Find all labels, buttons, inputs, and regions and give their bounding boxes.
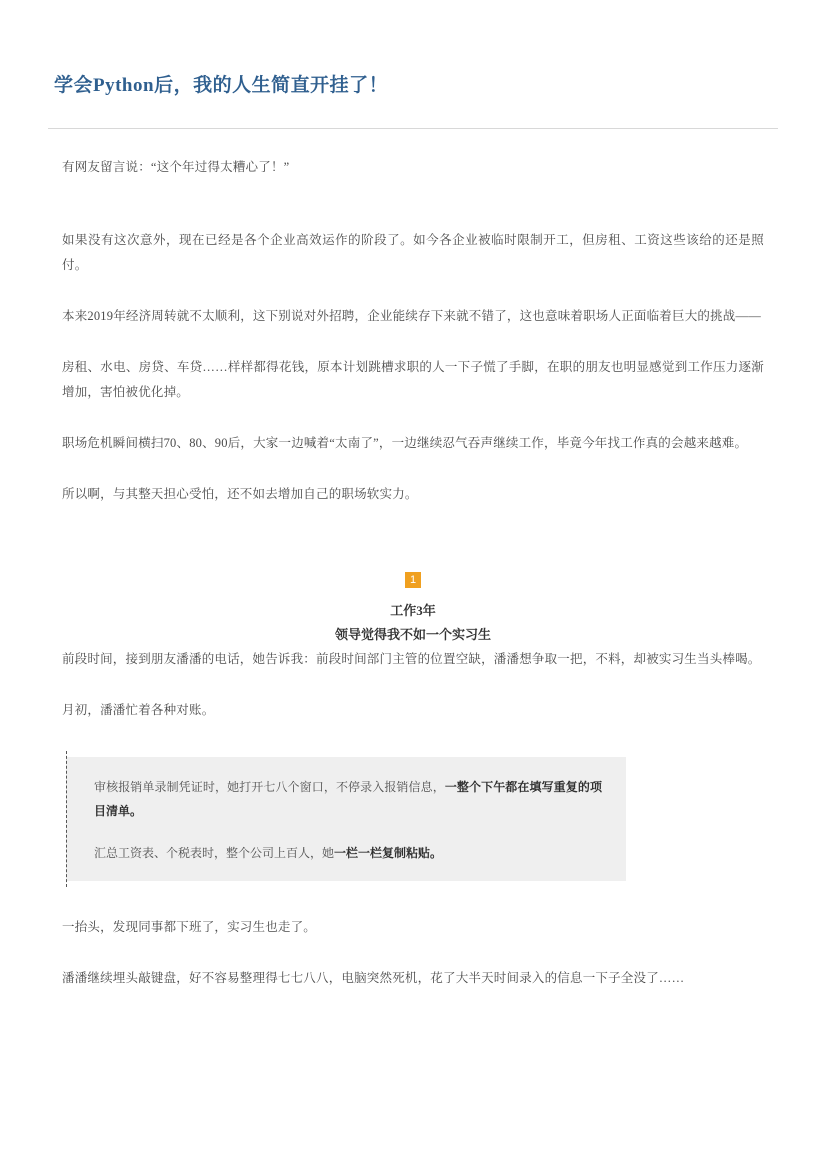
article-body <box>48 155 778 991</box>
paragraph-6: 所以啊，与其整天担心受怕，还不如去增加自己的职场软实力。 <box>62 487 418 502</box>
quote-block <box>66 757 626 881</box>
quote-line-1 <box>94 775 602 823</box>
paragraph-4: 房租、水电、房贷、车贷……样样都得花钱，原本计划跳槽求职的人一下子慌了手脚，在职的朋友也明显感觉到工作压力逐渐增加，害怕被优化掉。 <box>62 360 764 400</box>
tail-paragraph-2: 潘潘继续埋头敲键盘，好不容易整理得七七八八，电脑突然死机，花了大半天时间录入的信息一下子全没了…… <box>62 971 685 986</box>
section-badge-container <box>62 571 764 589</box>
section-paragraph-2: 月初，潘潘忙着各种对账。 <box>62 703 215 718</box>
quote-line-2-plain: 汇总工资表、个税表时，整个公司上百人，她 <box>94 846 335 861</box>
title-divider <box>48 128 778 129</box>
tail-paragraph-1: 一抬头，发现同事都下班了，实习生也走了。 <box>62 920 317 935</box>
section-number-badge: 1 <box>405 572 421 588</box>
paragraph-1: 有网友留言说：“这个年过得太糟心了！” <box>62 160 290 175</box>
page-title: 学会Python后，我的人生简直开挂了！ <box>54 74 389 96</box>
section-heading-line-2: 领导觉得我不如一个实习生 <box>334 627 491 643</box>
quote-line-1-bold: 一整个下午都在填写重复的项目清单。 <box>94 780 602 819</box>
quote-line-2 <box>94 841 602 865</box>
quote-dashed-rule <box>66 751 67 887</box>
section-heading <box>62 599 764 647</box>
paragraph-3: 本来2019年经济周转就不太顺利，这下别说对外招聘，企业能续存下来就不错了，这也意味着职场人正面临着巨大的挑战—— <box>62 309 761 324</box>
quote-line-1-plain: 审核报销单录制凭证时，她打开七八个窗口，不停录入报销信息， <box>94 780 445 795</box>
quote-line-2-bold: 一栏一栏复制粘贴。 <box>334 846 443 861</box>
paragraph-2: 如果没有这次意外，现在已经是各个企业高效运作的阶段了。如今各企业被临时限制开工，但房租、工资这些该给的还是照付。 <box>62 233 764 273</box>
paragraph-5: 职场危机瞬间横扫70、80、90后，大家一边喊着“太南了”，一边继续忍气吞声继续工作，毕竟今年找工作真的会越来越难。 <box>62 436 748 451</box>
section-heading-line-1: 工作3年 <box>390 603 436 619</box>
section-paragraph-1: 前段时间，接到朋友潘潘的电话，她告诉我：前段时间部门主管的位置空缺，潘潘想争取一把，不料，却被实习生当头棒喝。 <box>62 652 761 667</box>
